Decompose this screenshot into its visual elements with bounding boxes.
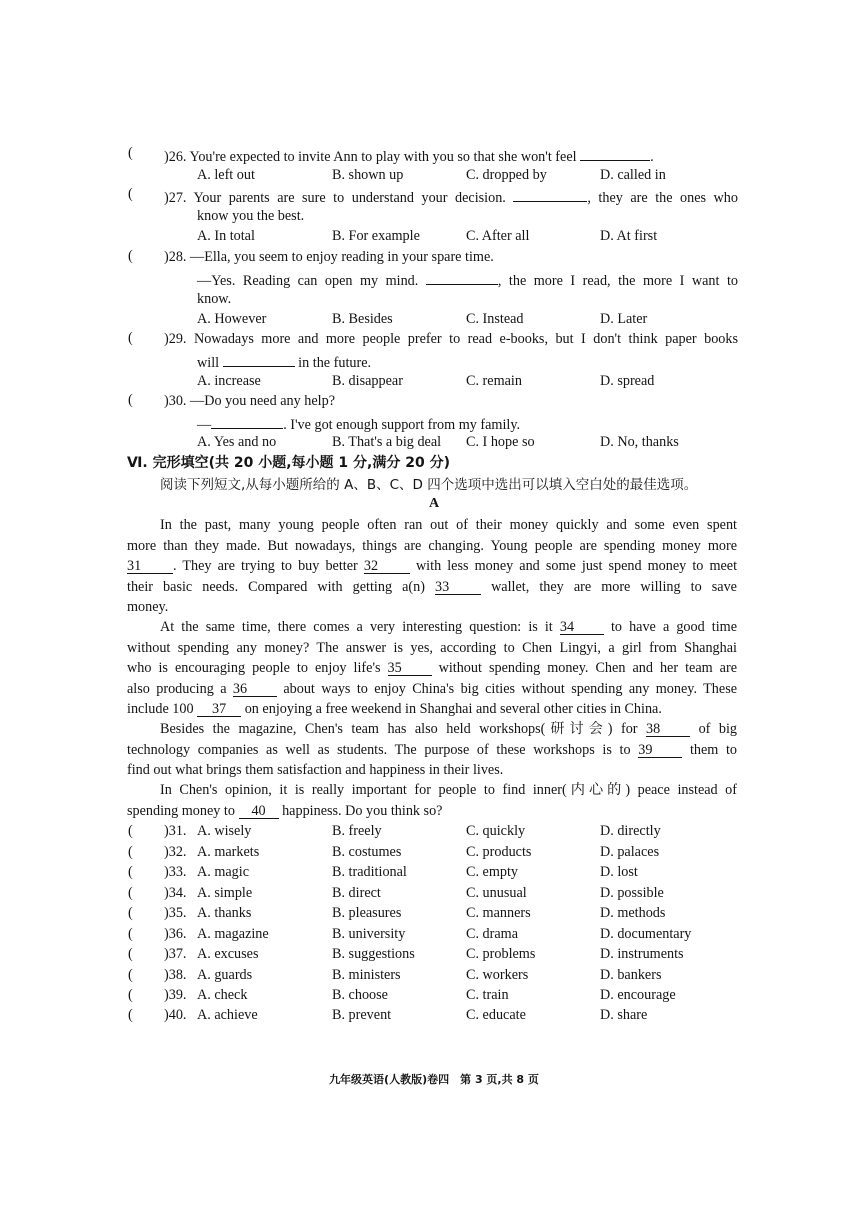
question-stem: )28. —Ella, you seem to enjoy reading in your spare time. bbox=[164, 249, 494, 265]
option-d[interactable]: D. No, thanks bbox=[600, 434, 679, 450]
answer-paren[interactable]: ( bbox=[128, 967, 133, 983]
option-c[interactable]: C. quickly bbox=[466, 823, 526, 839]
passage-line: their basic needs. Compared with getting a(n) 33 wallet, they are more willing to save bbox=[127, 579, 737, 595]
option-a[interactable]: A. simple bbox=[197, 885, 253, 901]
section-instruction: 阅读下列短文,从每小题所给的 A、B、C、D 四个选项中选出可以填入空白处的最佳选项。 bbox=[160, 477, 698, 493]
blank-31[interactable]: 31 bbox=[127, 558, 173, 574]
option-b[interactable]: B. shown up bbox=[332, 167, 404, 183]
question-number: )37. bbox=[164, 946, 187, 962]
passage-line: In Chen's opinion, it is really important for people to find inner(内心的) peace instead of bbox=[160, 782, 737, 798]
option-a[interactable]: A. wisely bbox=[197, 823, 252, 839]
question-line-2: will in the future. bbox=[197, 351, 371, 372]
question-stem-cont: know. bbox=[197, 291, 232, 307]
option-a[interactable]: A. thanks bbox=[197, 905, 252, 921]
option-d[interactable]: D. documentary bbox=[600, 926, 692, 942]
option-b[interactable]: B. freely bbox=[332, 823, 382, 839]
option-b[interactable]: B. ministers bbox=[332, 967, 401, 983]
question-stem: )26. You're expected to invite Ann to play with you so that she won't feel . bbox=[164, 145, 654, 166]
answer-paren[interactable]: ( bbox=[128, 248, 133, 264]
option-b[interactable]: B. prevent bbox=[332, 1007, 392, 1023]
blank-37[interactable]: 37 bbox=[197, 701, 241, 717]
answer-blank[interactable] bbox=[426, 269, 498, 285]
option-b[interactable]: B. choose bbox=[332, 987, 388, 1003]
blank-36[interactable]: 36 bbox=[233, 681, 277, 697]
passage-line: In the past, many young people often ran out of their money quickly and some even spent bbox=[160, 517, 737, 533]
option-a[interactable]: A. Yes and no bbox=[197, 434, 277, 450]
option-d[interactable]: D. bankers bbox=[600, 967, 662, 983]
blank-40[interactable]: 40 bbox=[239, 803, 279, 819]
option-a[interactable]: A. magic bbox=[197, 864, 250, 880]
option-d[interactable]: D. share bbox=[600, 1007, 648, 1023]
answer-paren[interactable]: ( bbox=[128, 885, 133, 901]
question-number: )33. bbox=[164, 864, 187, 880]
passage-line: spending money to 40 happiness. Do you think so? bbox=[127, 803, 443, 819]
option-d[interactable]: D. At first bbox=[600, 228, 658, 244]
blank-38[interactable]: 38 bbox=[646, 721, 690, 737]
question-number: )38. bbox=[164, 967, 187, 983]
option-d[interactable]: D. spread bbox=[600, 373, 655, 389]
question-number: )31. bbox=[164, 823, 187, 839]
option-d[interactable]: D. methods bbox=[600, 905, 666, 921]
page-footer: 九年级英语(人教版)卷四 第 3 页,共 8 页 bbox=[329, 1073, 539, 1086]
option-b[interactable]: B. disappear bbox=[332, 373, 403, 389]
option-c[interactable]: C. manners bbox=[466, 905, 531, 921]
answer-blank[interactable] bbox=[513, 186, 587, 202]
option-b[interactable]: B. direct bbox=[332, 885, 381, 901]
answer-paren[interactable]: ( bbox=[128, 1007, 133, 1023]
answer-paren[interactable]: ( bbox=[128, 844, 133, 860]
passage-line: 31 . They are trying to buy better 32 with less money and some just spend money to meet bbox=[127, 558, 738, 574]
option-d[interactable]: D. instruments bbox=[600, 946, 684, 962]
option-d[interactable]: D. palaces bbox=[600, 844, 660, 860]
option-c[interactable]: C. remain bbox=[466, 373, 522, 389]
option-c[interactable]: C. After all bbox=[466, 228, 530, 244]
answer-paren[interactable]: ( bbox=[128, 145, 133, 161]
passage-line: technology companies as well as students. The purpose of these workshops is to 39 them to bbox=[127, 742, 738, 758]
passage-line: more than they made. But nowadays, things are changing. Young people are spending money more bbox=[127, 538, 737, 554]
passage-line: also producing a 36 about ways to enjoy China's big cities without spending any money. These bbox=[127, 681, 738, 697]
option-a[interactable]: A. increase bbox=[197, 373, 261, 389]
option-c[interactable]: C. unusual bbox=[466, 885, 527, 901]
answer-paren[interactable]: ( bbox=[128, 946, 133, 962]
answer-blank[interactable] bbox=[223, 351, 295, 367]
option-c[interactable]: C. problems bbox=[466, 946, 536, 962]
option-c[interactable]: C. educate bbox=[466, 1007, 526, 1023]
option-c[interactable]: C. train bbox=[466, 987, 509, 1003]
option-c[interactable]: C. drama bbox=[466, 926, 519, 942]
option-c[interactable]: C. dropped by bbox=[466, 167, 547, 183]
question-line-2: — . I've got enough support from my family. bbox=[197, 413, 520, 434]
option-c[interactable]: C. empty bbox=[466, 864, 519, 880]
option-c[interactable]: C. Instead bbox=[466, 311, 524, 327]
option-a[interactable]: A. excuses bbox=[197, 946, 259, 962]
passage-line: At the same time, there comes a very interesting question: is it 34 to have a good time bbox=[160, 619, 738, 635]
passage-line: who is encouraging people to enjoy life's 35 without spending money. Chen and her team are bbox=[127, 660, 738, 676]
option-b[interactable]: B. university bbox=[332, 926, 406, 942]
answer-blank[interactable] bbox=[211, 413, 283, 429]
question-number: )35. bbox=[164, 905, 187, 921]
option-a[interactable]: A. check bbox=[197, 987, 248, 1003]
option-d[interactable]: D. lost bbox=[600, 864, 638, 880]
option-c[interactable]: C. workers bbox=[466, 967, 529, 983]
option-a[interactable]: A. In total bbox=[197, 228, 255, 244]
option-a[interactable]: A. magazine bbox=[197, 926, 269, 942]
option-b[interactable]: B. costumes bbox=[332, 844, 402, 860]
blank-34[interactable]: 34 bbox=[560, 619, 604, 635]
question-line-2: —Yes. Reading can open my mind. , the more I read, the more I want to bbox=[197, 269, 738, 290]
section-heading: Ⅵ. 完形填空(共 20 小题,每小题 1 分,满分 20 分) bbox=[127, 455, 450, 471]
question-stem-cont: know you the best. bbox=[197, 208, 305, 224]
question-number: )40. bbox=[164, 1007, 187, 1023]
question-number: )39. bbox=[164, 987, 187, 1003]
option-a[interactable]: A. left out bbox=[197, 167, 255, 183]
question-stem: )29. Nowadays more and more people prefer to read e-books, but I don't think paper books bbox=[164, 331, 739, 347]
blank-32[interactable]: 32 bbox=[364, 558, 410, 574]
passage-line: find out what brings them satisfaction and happiness in their lives. bbox=[127, 762, 504, 778]
option-a[interactable]: A. guards bbox=[197, 967, 253, 983]
option-b[interactable]: B. Besides bbox=[332, 311, 393, 327]
blank-39[interactable]: 39 bbox=[638, 742, 682, 758]
passage-line: Besides the magazine, Chen's team has also held workshops(研讨会) for 38 of big bbox=[160, 721, 738, 737]
answer-paren[interactable]: ( bbox=[128, 392, 133, 408]
passage-line: without spending any money? The answer is yes, according to Chen Lingyi, a girl from Shanghai bbox=[127, 640, 737, 656]
passage-line: money. bbox=[127, 599, 169, 615]
option-c[interactable]: C. I hope so bbox=[466, 434, 535, 450]
passage-label: A bbox=[428, 496, 440, 511]
answer-paren[interactable]: ( bbox=[128, 864, 133, 880]
answer-paren[interactable]: ( bbox=[128, 330, 133, 346]
option-d[interactable]: D. Later bbox=[600, 311, 648, 327]
blank-33[interactable]: 33 bbox=[435, 579, 481, 595]
blank-35[interactable]: 35 bbox=[388, 660, 432, 676]
option-a[interactable]: A. However bbox=[197, 311, 267, 327]
answer-paren[interactable]: ( bbox=[128, 926, 133, 942]
option-a[interactable]: A. achieve bbox=[197, 1007, 258, 1023]
option-b[interactable]: B. That's a big deal bbox=[332, 434, 442, 450]
answer-paren[interactable]: ( bbox=[128, 905, 133, 921]
question-number: )32. bbox=[164, 844, 187, 860]
question-number: )36. bbox=[164, 926, 187, 942]
passage-line: include 100 37 on enjoying a free weekend in Shanghai and several other cities in China. bbox=[127, 701, 662, 717]
answer-paren[interactable]: ( bbox=[128, 186, 133, 202]
option-d[interactable]: D. encourage bbox=[600, 987, 676, 1003]
option-a[interactable]: A. markets bbox=[197, 844, 260, 860]
question-stem: )27. Your parents are sure to understand your decision. , they are the ones who bbox=[164, 186, 738, 207]
option-d[interactable]: D. directly bbox=[600, 823, 661, 839]
answer-blank[interactable] bbox=[580, 145, 650, 161]
option-b[interactable]: B. suggestions bbox=[332, 946, 415, 962]
option-d[interactable]: D. called in bbox=[600, 167, 666, 183]
question-number: )34. bbox=[164, 885, 187, 901]
option-d[interactable]: D. possible bbox=[600, 885, 664, 901]
option-b[interactable]: B. For example bbox=[332, 228, 420, 244]
question-stem: )30. —Do you need any help? bbox=[164, 393, 336, 409]
answer-paren[interactable]: ( bbox=[128, 823, 133, 839]
answer-paren[interactable]: ( bbox=[128, 987, 133, 1003]
option-c[interactable]: C. products bbox=[466, 844, 532, 860]
option-b[interactable]: B. traditional bbox=[332, 864, 407, 880]
option-b[interactable]: B. pleasures bbox=[332, 905, 402, 921]
